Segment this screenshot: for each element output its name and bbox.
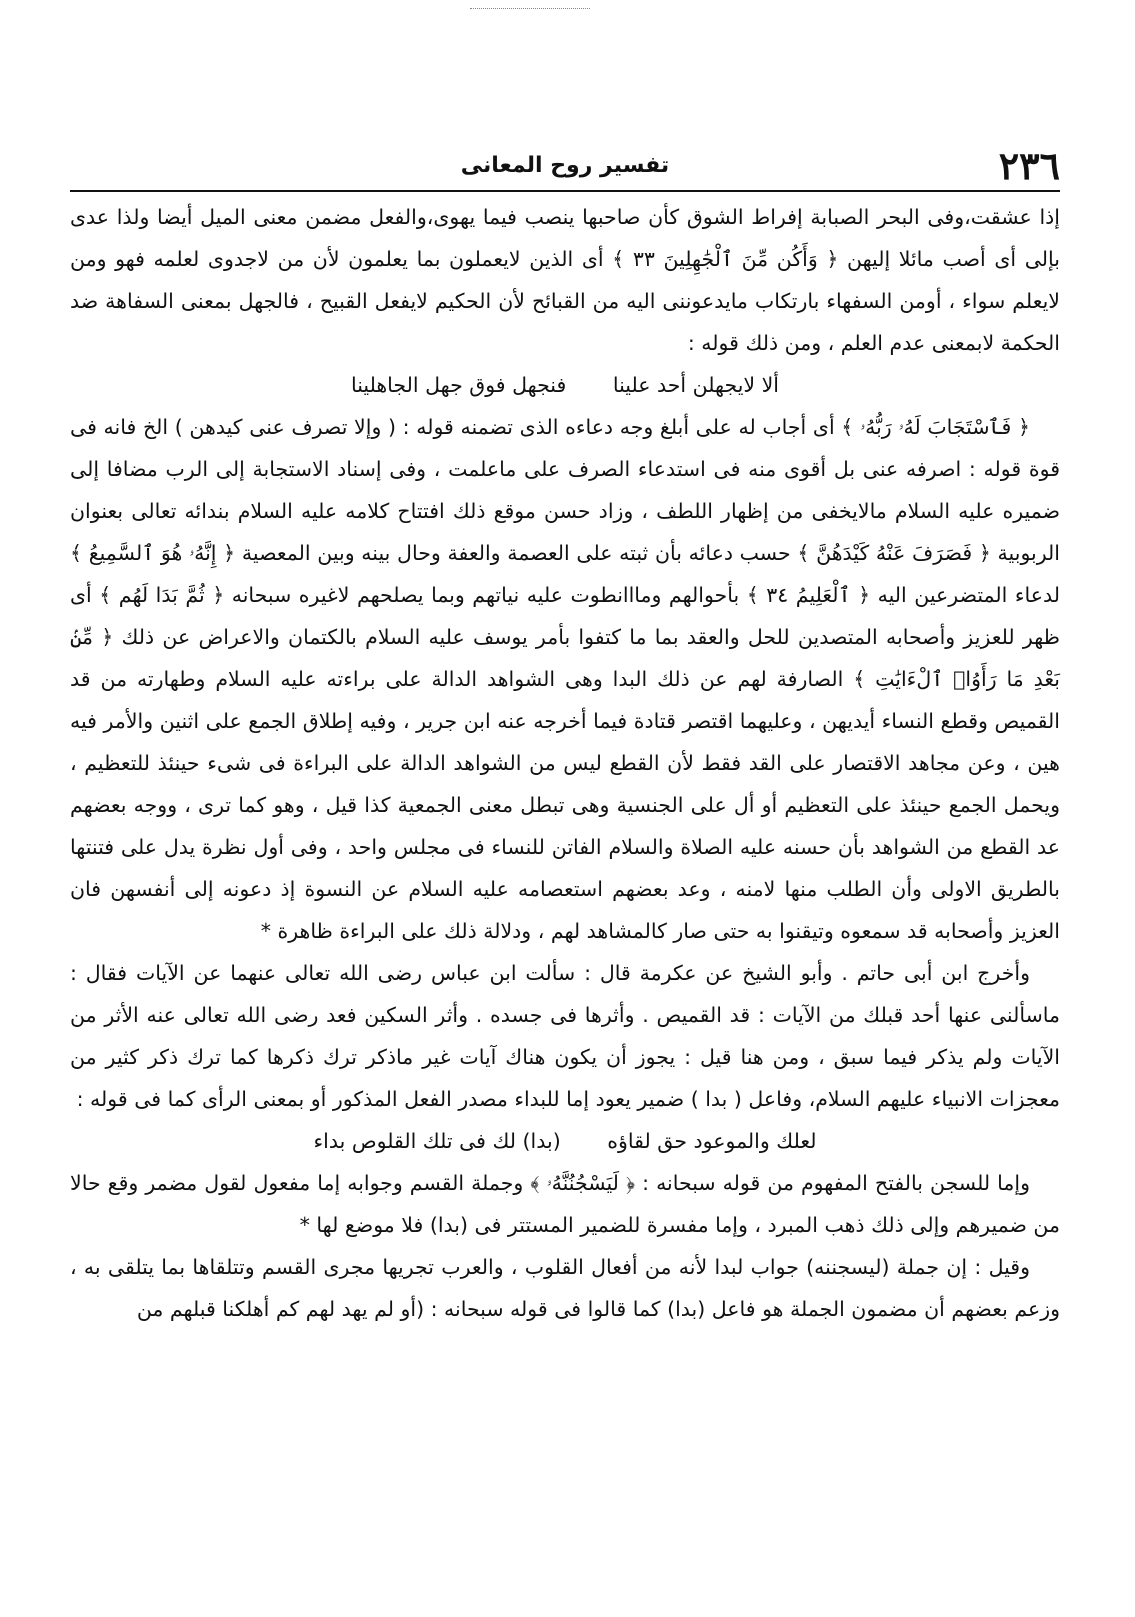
paragraph: وأخرج ابن أبى حاتم . وأبو الشيخ عن عكرمة قال : سألت ابن عباس رضى الله تعالى عنهما عن الآيات فقال : ماسألنى عنها أحد قبلك من الآيات : قد القميص . وأثرها فى جسده . وأثر السكين فعد رضى الله تعالى عنه الأثر من الآيات ولم يذكر فيما سبق ، ومن هنا قيل : يجوز أن يكون هناك آيات غير ماذكر ترك ذكرها كما ترك ذكر كثير من معجزات الانبياء عليهم السلام، وفاعل ( بدا ) ضمير يعود إما للبداء مصدر الفعل المذكور أو بمعنى الرأى كما فى قوله : [70, 961, 1060, 1111]
top-margin-mark [470, 8, 590, 11]
poetry-verse [70, 1120, 1060, 1162]
paragraph: وقيل : إن جملة (ليسجننه) جواب لبدا لأنه من أفعال القلوب ، والعرب تجريها مجرى القسم وتتلقاها بما يتلقى به ، وزعم بعضهم أن مضمون الجملة هو فاعل (بدا) كما قالوا فى قوله سبحانه : (أو لم يهد لهم كم أهلكنا قبلهم من [70, 1255, 1060, 1321]
poetry-verse [70, 364, 1060, 406]
paragraph: إذا عشقت،وفى البحر الصبابة إفراط الشوق كأن صاحبها ينصب فيما يهوى،والفعل مضمن معنى الميل أيضا ولذا عدى بإلى أى أصب مائلا إليهن ﴿ وَأَكُن مِّنَ ٱلْجَٰهِلِينَ ٣٣ ﴾ أى الذين لايعملون بما يعلمون لأن من لاجدوى لعلمه فهو ومن لايعلم سواء ، أومن السفهاء بارتكاب مايدعوننى اليه من القبائح لأن الحكيم لايفعل القبيح ، فالجهل بمعنى السفاهة ضد الحكمة لابمعنى عدم العلم ، ومن ذلك قوله : [70, 205, 1060, 355]
page-header [70, 144, 1060, 190]
running-title: تفسير روح المعانى [460, 153, 670, 178]
page-number: ٢٣٦ [998, 143, 1060, 188]
page-body [70, 196, 1060, 1330]
verse-hemistich-second: (بدا) لك فى تلك القلوص بداء [313, 1129, 561, 1153]
header-rule [70, 190, 1060, 192]
verse-hemistich-first: ألا لايجهلن أحد علينا [612, 373, 780, 397]
verse-hemistich-first: لعلك والموعود حق لقاؤه [607, 1129, 817, 1153]
paragraph: وإما للسجن بالفتح المفهوم من قوله سبحانه : ﴿ لَيَسْجُنُنَّهُۥ ﴾ وجملة القسم وجوابه إما مفعول لقول مضمر وقع حالا من ضميرهم وإلى ذلك ذهب المبرد ، وإما مفسرة للضمير المستتر فى (بدا) فلا موضع لها * [70, 1171, 1060, 1237]
paragraph: ﴿ فَٱسْتَجَابَ لَهُۥ رَبُّهُۥ ﴾ أى أجاب له على أبلغ وجه دعاءه الذى تضمنه قوله : ( وإلا تصرف عنى كيدهن ) الخ فانه فى قوة قوله : اصرفه عنى بل أقوى منه فى استدعاء الصرف على ماعلمت ، وفى إسناد الاستجابة إلى الرب مضافا إلى ضميره عليه السلام مالايخفى من إظهار اللطف ، وزاد حسن موقع ذلك افتتاح كلامه عليه السلام بندائه تعالى بعنوان الربوبية ﴿ فَصَرَفَ عَنْهُ كَيْدَهُنَّ ﴾ حسب دعائه بأن ثبته على العصمة والعفة وحال بينه وبين المعصية ﴿ إِنَّهُۥ هُوَ ٱلسَّمِيعُ ﴾ لدعاء المتضرعين اليه ﴿ ٱلْعَلِيمُ ٣٤ ﴾ بأحوالهم ومااانطوت عليه نياتهم وبما يصلحهم لاغيره سبحانه ﴿ ثُمَّ بَدَا لَهُم ﴾ أى ظهر للعزيز وأصحابه المتصدين للحل والعقد بما ما كتفوا بأمر يوسف عليه السلام بالكتمان والاعراض عن ذلك ﴿ مِّنۢ بَعْدِ مَا رَأَوُا۟ ٱلْءَايَٰتِ ﴾ الصارفة لهم عن ذلك البدا وهى الشواهد الدالة على براءته عليه السلام وطهارته من قد القميص وقطع النساء أيديهن ، وعليهما اقتصر قتادة فيما أخرجه عنه ابن جرير ، وفيه إطلاق الجمع على اثنين والأمر فيه هين ، وعن مجاهد الاقتصار على القد فقط لأن القطع ليس من الشواهد الدالة على البراءة فى شىء حينئذ للتعظيم ، ويحمل الجمع حينئذ على التعظيم أو أل على الجنسية وهى تبطل معنى الجمعية كذا قيل ، وهو كما ترى ، ووجه بعضهم عد القطع من الشواهد بأن حسنه عليه الصلاة والسلام الفاتن للنساء فى مجلس واحد ، وفى أول نظرة يدل على فتنتها بالطريق الاولى وأن الطلب منها لامنه ، وعد بعضهم استعصامه عليه السلام عن النسوة إذ دعونه إلى أنفسهن فان العزيز وأصحابه قد سمعوه وتيقنوا به حتى صار كالمشاهد لهم ، ودلالة ذلك على البراءة ظاهرة * [70, 415, 1060, 943]
verse-hemistich-second: فنجهل فوق جهل الجاهلينا [350, 373, 567, 397]
